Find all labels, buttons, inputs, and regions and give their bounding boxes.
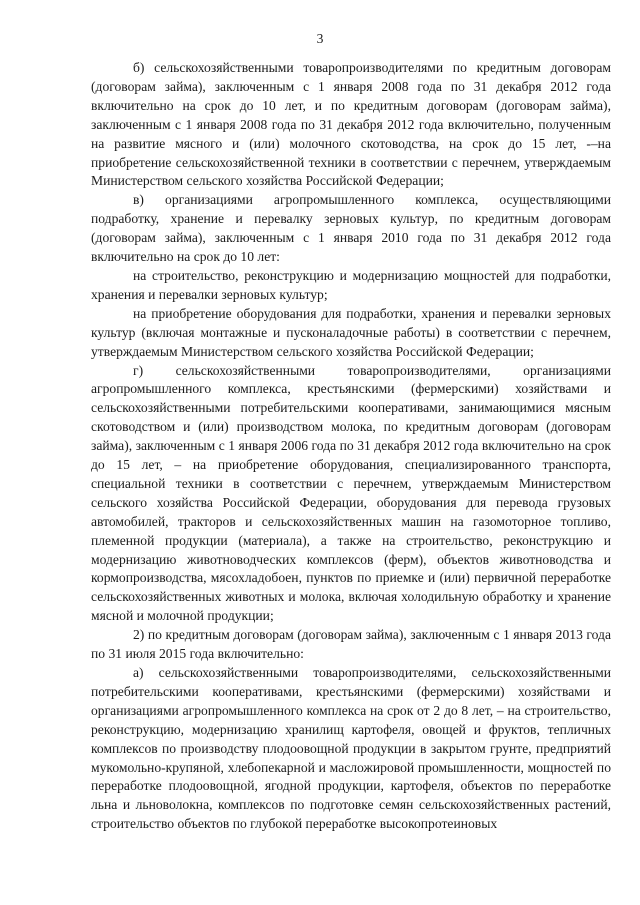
paragraph-a-storage-and-processing: а) сельскохозяйственными товаропроизводителями, сельскохозяйственными потребительскими кооперативами, крестьянскими (фермерскими) хозяйствами и организациями агропромышленного комплекса на срок от 2 до 8 лет, – на строительство, реконструкцию, модернизацию хранилищ картофеля, овощей и фруктов, тепличных комплексов по производству плодоовощной продукции в закрытом грунте, предприятий мукомольно-крупяной, хлебопекарной и масложировой промышленности, мощностей по переработке плодоовощной, ягодной продукции, картофеля, объектов по переработке льна и льноволокна, комплексов по подготовке семян сельскохозяйственных растений, строительство объектов по глубокой переработке высокопротеиновых (91, 665, 611, 832)
paragraph-b-agricultural-producers: б) сельскохозяйственными товаропроизводителями по кредитным договорам (договорам займа), заключенным с 1 января 2008 года по 31 декабря 2012 года включительно на срок до 10 лет, и по кредитным договорам (договорам займа), заключенным с 1 января 2008 года по 31 декабря 2012 года включительно, полученным на развитие мясного и (или) молочного скотоводства, на срок до 15 лет, -–на приобретение сельскохозяйственной техники в соответствии с перечнем, утверждаемым Министерством сельского хозяйства Российской Федерации; (91, 60, 611, 189)
page-number: 3 (316, 31, 324, 46)
paragraph-v-grain-handling-organizations: в) организациями агропромышленного комплекса, осуществляющими подработку, хранение и перевалку зерновых культур, по кредитным договорам (договорам займа), заключенным с 1 января 2010 года по 31 декабря 2012 года включительно на срок до 10 лет: (91, 192, 611, 265)
document-body (91, 59, 611, 834)
paragraph-grain-capacity-construction: на строительство, реконструкцию и модернизацию мощностей для подработки, хранения и перевалки зерновых культур; (91, 267, 611, 302)
paragraph-g-livestock-producers: г) сельскохозяйственными товаропроизводителями, организациями агропромышленного комплекса, крестьянскими (фермерскими) хозяйствами и сельскохозяйственными потребительскими кооперативами, занимающимися мясным скотоводством и (или) производством молока, по кредитным договорам (договорам займа), заключенным с 1 января 2006 года по 31 декабря 2012 года включительно на срок до 15 лет, – на приобретение оборудования, специализированного транспорта, специальной техники в соответствии с перечнем, утверждаемым Министерством сельского хозяйства Российской Федерации, оборудования для перевода грузовых автомобилей, тракторов и сельскохозяйственных машин на газомоторное топливо, племенной продукции (материала), а также на строительство, реконструкцию и модернизацию животноводческих комплексов (ферм), объектов животноводства и кормопроизводства, мясохладобоен, пунктов по приемке и (или) первичной переработке сельскохозяйственных животных и молока, включая холодильную обработку и хранение мясной и молочной продукции; (91, 362, 611, 624)
paragraph-2-loans-2013-2015: 2) по кредитным договорам (договорам займа), заключенным с 1 января 2013 года по 31 июля 2015 года включительно: (91, 627, 611, 662)
paragraph-grain-equipment-purchase: на приобретение оборудования для подработки, хранения и перевалки зерновых культур (включая монтажные и пусконаладочные работы) в соответствии с перечнем, утверждаемым Министерством сельского хозяйства Российской Федерации; (91, 305, 611, 359)
